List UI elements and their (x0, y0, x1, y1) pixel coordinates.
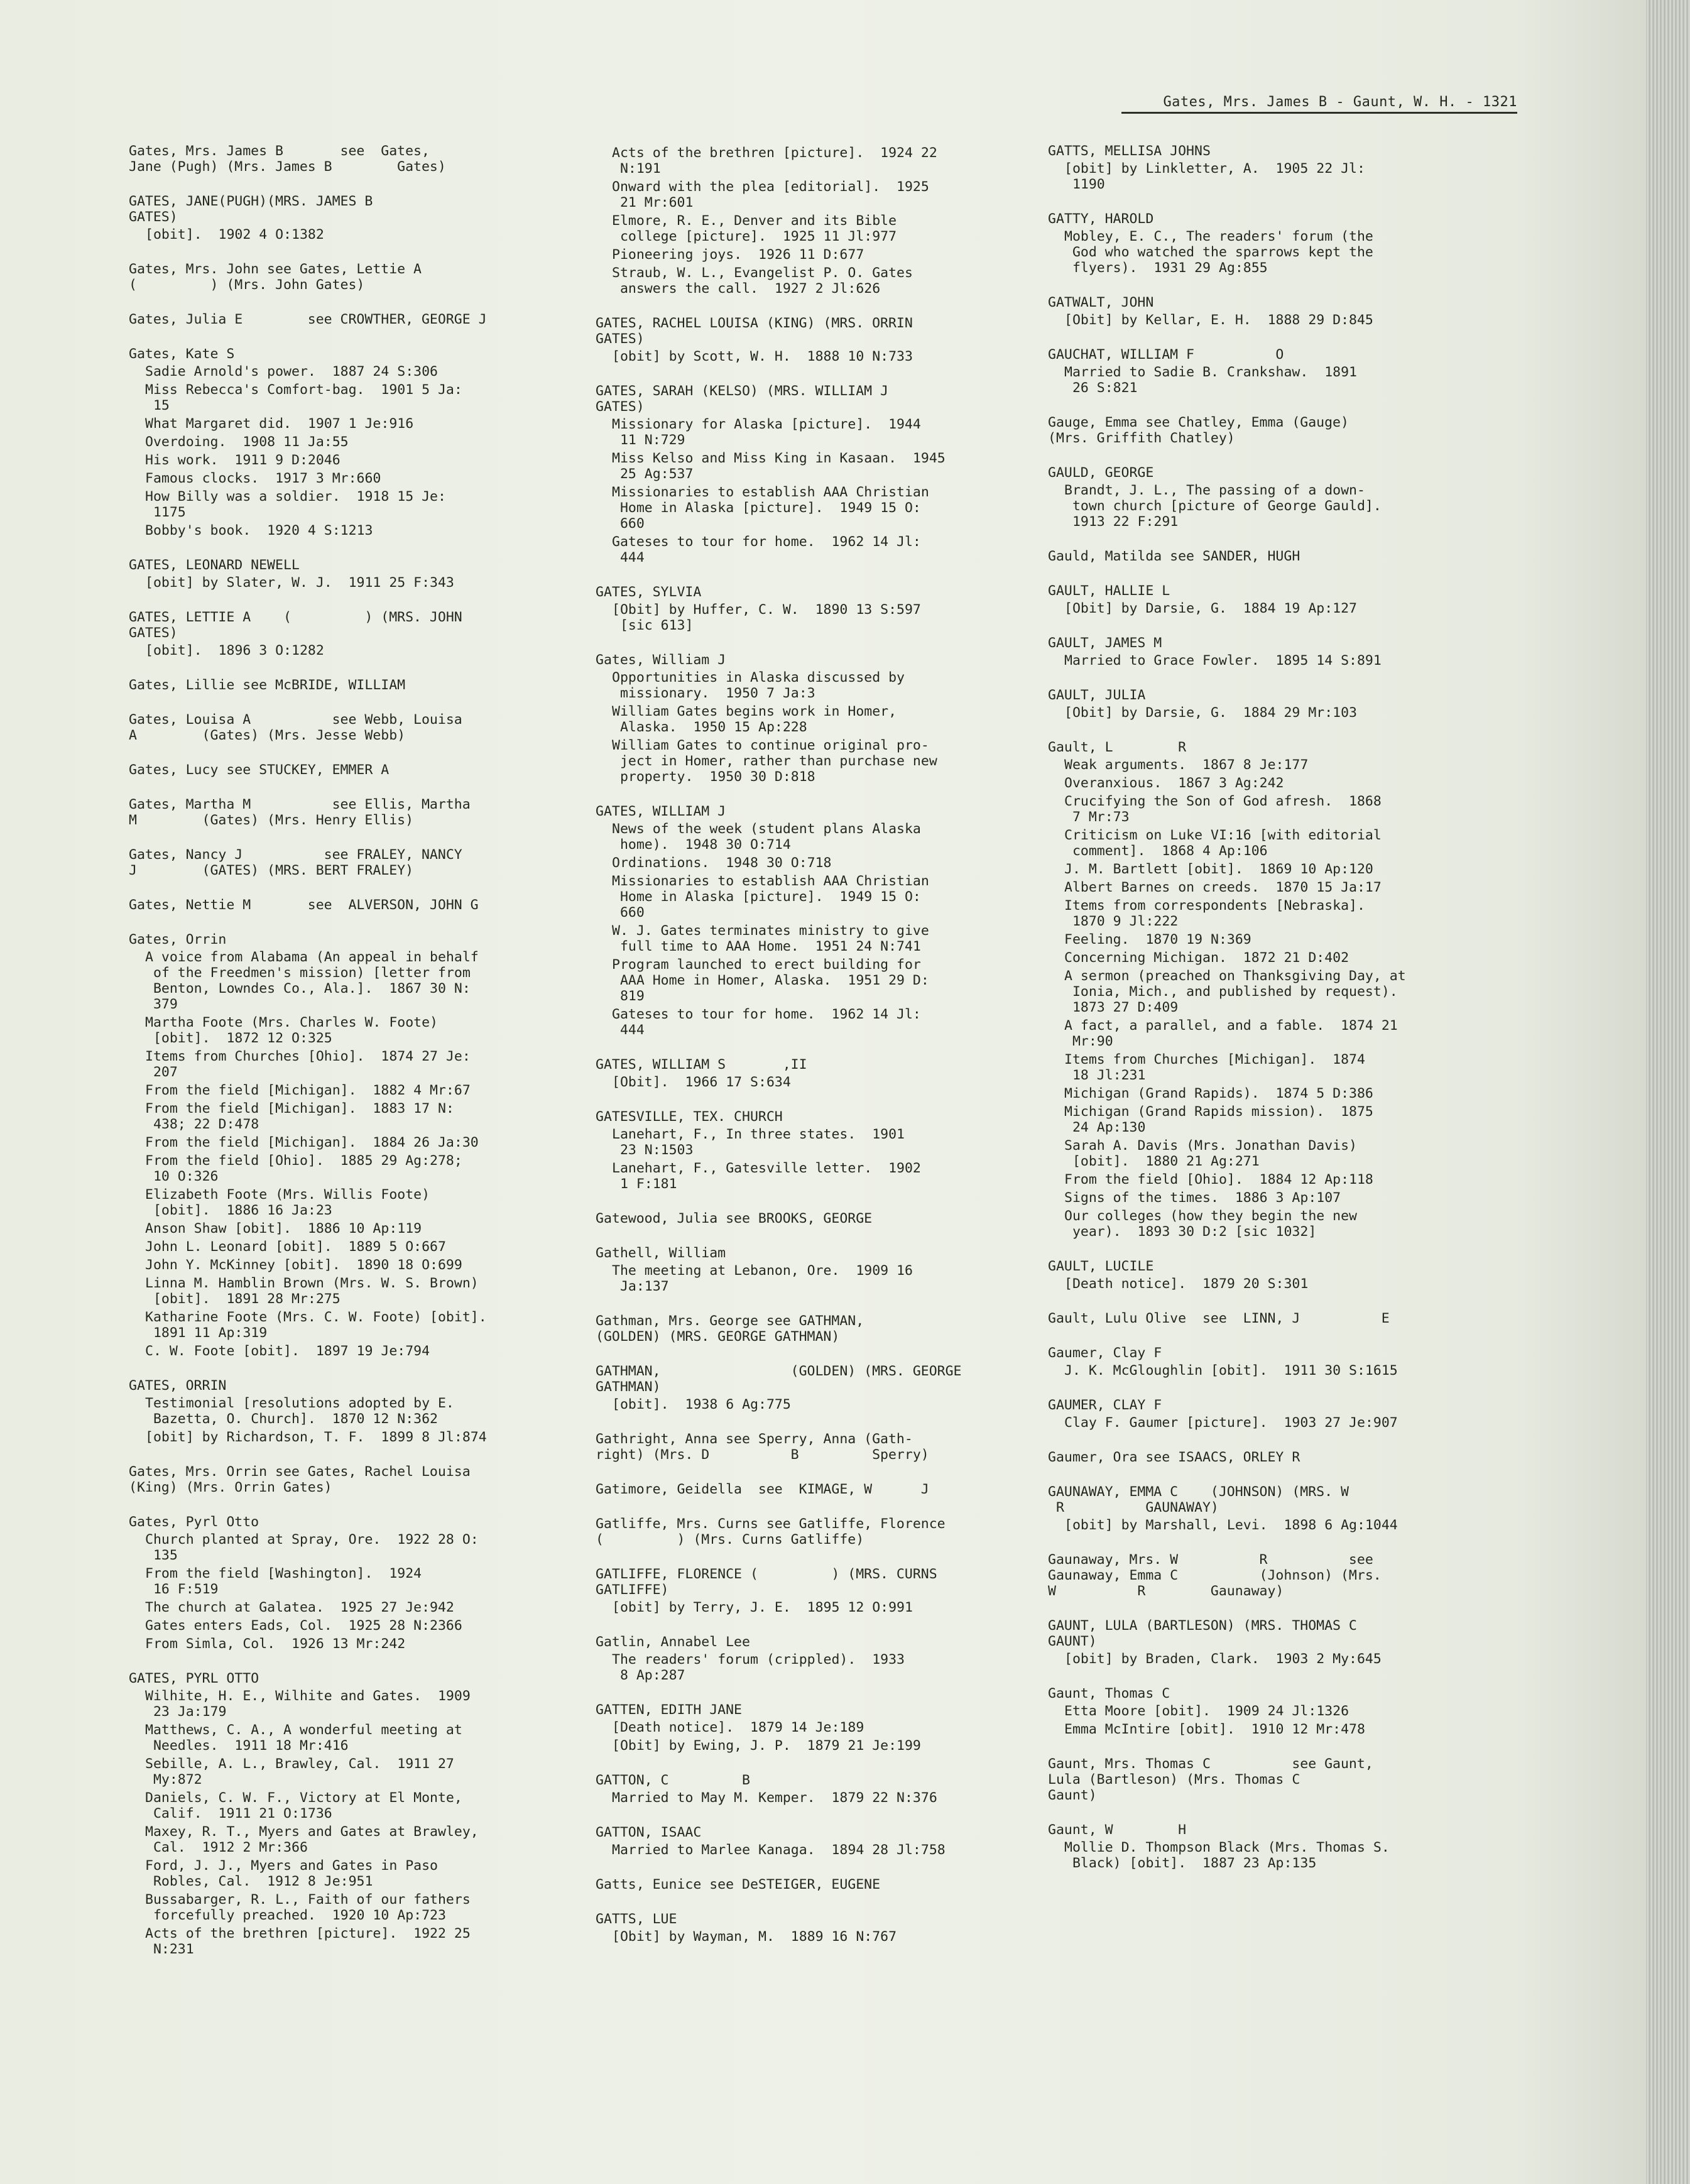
citation: Weak arguments. 1867 8 Je:177 (1064, 757, 1309, 773)
index-entry (129, 1378, 569, 1445)
entry-heading: Gathell, William (596, 1245, 726, 1261)
index-entry (596, 804, 1035, 1038)
citation: Items from Churches [Ohio]. 1874 27 Je: 207 (145, 1049, 471, 1080)
index-entry (129, 932, 569, 1359)
entry-heading: Gates, Mrs. Orrin see Gates, Rachel Louisa (King) (Mrs. Orrin Gates) (129, 1464, 471, 1495)
entry-heading: GAULT, JAMES M (1048, 635, 1162, 651)
entry-heading: GATES, JANE(PUGH)(MRS. JAMES B GATES) (129, 194, 373, 225)
citation: [obit] by Linkletter, A. 1905 22 Jl: 1190 (1064, 161, 1365, 192)
index-entry (129, 143, 569, 175)
entry-heading: GATES, SYLVIA (596, 584, 702, 600)
citation: Sarah A. Davis (Mrs. Jonathan Davis) [obit]. 1880 21 Ag:271 (1064, 1138, 1357, 1169)
citation: [Obit] by Huffer, C. W. 1890 13 S:597 [sic 613] (612, 602, 921, 633)
citation: Our colleges (how they begin the new year). 1893 30 D:2 [sic 1032] (1064, 1208, 1357, 1240)
citation: Signs of the times. 1886 3 Ap:107 (1064, 1190, 1341, 1206)
citation: [obit] by Scott, W. H. 1888 10 N:733 (612, 349, 913, 364)
citation: Program launched to erect building for AAA Home in Homer, Alaska. 1951 29 D: 819 (612, 957, 929, 1004)
page-header: Gates, Mrs. James B - Gaunt, W. H. - 1321 (1121, 94, 1517, 114)
citation: [obit] by Terry, J. E. 1895 12 O:991 (612, 1600, 913, 1615)
entry-heading: Gates, Nettie M see ALVERSON, JOHN G (129, 897, 479, 913)
citation: Overdoing. 1908 11 Ja:55 (145, 434, 349, 450)
index-entry (1048, 1686, 1500, 1737)
index-entry (1048, 1822, 1500, 1871)
citation: Feeling. 1870 19 N:369 (1064, 932, 1251, 947)
citation: Sebille, A. L., Brawley, Cal. 1911 27 My:872 (145, 1756, 454, 1788)
index-entry (129, 557, 569, 591)
citation: W. J. Gates terminates ministry to give full time to AAA Home. 1951 24 N:741 (612, 923, 929, 954)
index-entry (596, 584, 1035, 633)
index-entry (129, 346, 569, 538)
entry-heading: GATESVILLE, TEX. CHURCH (596, 1109, 783, 1125)
entry-heading: GATLIFFE, FLORENCE ( ) (MRS. CURNS GATLIFFE) (596, 1566, 937, 1598)
column-1 (129, 143, 569, 1976)
citation: [obit] by Richardson, T. F. 1899 8 Jl:874 (145, 1429, 487, 1445)
entry-heading: GAUNAWAY, EMMA C (JOHNSON) (MRS. W R GAUNAWAY) (1048, 1484, 1349, 1515)
citation: Concerning Michigan. 1872 21 D:402 (1064, 950, 1349, 966)
entry-heading: Gathman, Mrs. George see GATHMAN, (GOLDEN) (MRS. GEORGE GATHMAN) (596, 1313, 864, 1345)
citation: Crucifying the Son of God afresh. 1868 7 Mr:73 (1064, 794, 1382, 825)
entry-heading: GATHMAN, (GOLDEN) (MRS. GEORGE GATHMAN) (596, 1363, 962, 1395)
citation: Elmore, R. E., Denver and its Bible college [picture]. 1925 11 Jl:977 (612, 213, 897, 244)
entry-heading: Gaunt, W H (1048, 1822, 1187, 1838)
entry-heading: GAULT, HALLIE L (1048, 583, 1170, 599)
entry-heading: Gaunt, Thomas C (1048, 1686, 1170, 1701)
index-entry (596, 1566, 1035, 1615)
citation: From the field [Michigan]. 1882 4 Mr:67 (145, 1083, 471, 1098)
citation: Albert Barnes on creeds. 1870 15 Ja:17 (1064, 880, 1382, 895)
citation: Mobley, E. C., The readers' forum (the God who watched the sparrows kept the flyers). 1931 29 Ag:855 (1064, 229, 1373, 276)
index-entry (596, 1057, 1035, 1090)
citation: Testimonial [resolutions adopted by E. Bazetta, O. Church]. 1870 12 N:362 (145, 1395, 454, 1427)
entry-heading: Gates, Pyrl Otto (129, 1514, 259, 1530)
citation: From the field [Ohio]. 1884 12 Ap:118 (1064, 1172, 1373, 1188)
entry-heading: GATTS, LUE (596, 1911, 677, 1927)
entry-heading: GATES, SARAH (KELSO) (MRS. WILLIAM J GATES) (596, 383, 888, 415)
citation: Emma McIntire [obit]. 1910 12 Mr:478 (1064, 1722, 1365, 1737)
index-entry (596, 1516, 1035, 1548)
index-entry (1048, 687, 1500, 721)
entry-heading: Gaunt, Mrs. Thomas C see Gaunt, Lula (Bartleson) (Mrs. Thomas C Gaunt) (1048, 1756, 1373, 1803)
citation: John L. Leonard [obit]. 1889 5 O:667 (145, 1239, 446, 1255)
citation: From the field [Michigan]. 1884 26 Ja:30 (145, 1135, 479, 1150)
citation: William Gates to continue original pro- ject in Homer, rather than purchase new property. 1950 30 D:818 (612, 738, 937, 785)
entry-heading: Gaumer, Clay F (1048, 1345, 1162, 1361)
entry-heading: GATES, LEONARD NEWELL (129, 557, 300, 573)
entry-heading: GATTS, MELLISA JOHNS (1048, 143, 1211, 159)
citation: Gates enters Eads, Col. 1925 28 N:2366 (145, 1618, 462, 1634)
index-entry (129, 797, 569, 828)
citation: Mollie D. Thompson Black (Mrs. Thomas S. Black) [obit]. 1887 23 Ap:135 (1064, 1840, 1390, 1871)
entry-heading: Gates, Orrin (129, 932, 227, 947)
entry-heading: Gatliffe, Mrs. Curns see Gatliffe, Florence ( ) (Mrs. Curns Gatliffe) (596, 1516, 946, 1548)
citation: Items from Churches [Michigan]. 1874 18 Jl:231 (1064, 1052, 1365, 1083)
index-entry (1048, 211, 1500, 276)
index-entry (596, 1363, 1035, 1412)
index-entry (1048, 1756, 1500, 1803)
index-entry (596, 1911, 1035, 1945)
citation: Acts of the brethren [picture]. 1924 22 N:191 (612, 145, 937, 177)
citation: Ordinations. 1948 30 O:718 (612, 855, 832, 871)
index-entry (129, 677, 569, 693)
entry-heading: Gaunaway, Mrs. W R see Gaunaway, Emma C (Johnson) (Mrs. W R Gaunaway) (1048, 1552, 1382, 1599)
citation: Brandt, J. L., The passing of a down- town church [picture of George Gauld]. 1913 22 F:291 (1064, 483, 1382, 530)
index-entry (596, 652, 1035, 785)
citation: The readers' forum (crippled). 1933 8 Ap:287 (612, 1652, 905, 1683)
column-3 (1048, 143, 1500, 1890)
entry-heading: GATTEN, EDITH JANE (596, 1702, 742, 1718)
citation: Items from correspondents [Nebraska]. 1870 9 Jl:222 (1064, 898, 1365, 929)
index-entry (129, 609, 569, 658)
citation: Married to Sadie B. Crankshaw. 1891 26 S:821 (1064, 364, 1357, 396)
index-entry (596, 145, 1035, 297)
citation: From the field [Washington]. 1924 16 F:519 (145, 1566, 422, 1597)
citation: J. M. Bartlett [obit]. 1869 10 Ap:120 (1064, 861, 1373, 877)
citation: Miss Kelso and Miss King in Kasaan. 1945 25 Ag:537 (612, 450, 946, 482)
entry-heading: GATTON, ISAAC (596, 1825, 702, 1840)
index-entry (1048, 295, 1500, 328)
citation: Church planted at Spray, Ore. 1922 28 O: 135 (145, 1532, 479, 1563)
index-entry (596, 1825, 1035, 1858)
entry-heading: Gatlin, Annabel Lee (596, 1634, 750, 1650)
citation: Elizabeth Foote (Mrs. Willis Foote) [obit]. 1886 16 Ja:23 (145, 1187, 430, 1218)
entry-heading: GAUNT, LULA (BARTLESON) (MRS. THOMAS C GAUNT) (1048, 1618, 1357, 1649)
citation: Opportunities in Alaska discussed by missionary. 1950 7 Ja:3 (612, 670, 905, 701)
entry-heading: GAULT, JULIA (1048, 687, 1146, 703)
citation: Martha Foote (Mrs. Charles W. Foote) [obit]. 1872 12 O:325 (145, 1015, 438, 1046)
index-entry (596, 1245, 1035, 1294)
citation: Onward with the plea [editorial]. 1925 21 Mr:601 (612, 179, 929, 210)
citation: Sadie Arnold's power. 1887 24 S:306 (145, 364, 438, 379)
citation: [Obit] by Wayman, M. 1889 16 N:767 (612, 1929, 897, 1945)
index-entry (1048, 740, 1500, 1240)
citation: C. W. Foote [obit]. 1897 19 Je:794 (145, 1343, 430, 1359)
entry-heading: Gatimore, Geidella see KIMAGE, W J (596, 1482, 929, 1497)
index-entry (596, 1211, 1035, 1226)
index-entry (596, 1877, 1035, 1892)
index-entry (596, 1772, 1035, 1806)
citation: A voice from Alabama (An appeal in behalf of the Freedmen's mission) [letter from Benton, Lowndes Co., Ala.]. 1867 30 N: 379 (145, 949, 479, 1012)
index-entry (1048, 1345, 1500, 1379)
index-entry (596, 1431, 1035, 1463)
entry-heading: Gates, Mrs. John see Gates, Lettie A ( ) (Mrs. John Gates) (129, 261, 422, 293)
index-entry (1048, 1259, 1500, 1292)
index-entry (1048, 347, 1500, 396)
index-entry (129, 897, 569, 913)
entry-heading: GATES, PYRL OTTO (129, 1671, 259, 1686)
index-entry (1048, 1397, 1500, 1431)
citation: From the field [Ohio]. 1885 29 Ag:278; 10 O:326 (145, 1153, 462, 1184)
citation: Missionaries to establish AAA Christian Home in Alaska [picture]. 1949 15 O: 660 (612, 873, 929, 920)
citation: [obit] by Marshall, Levi. 1898 6 Ag:1044 (1064, 1517, 1398, 1533)
entry-heading: Gaumer, Ora see ISAACS, ORLEY R (1048, 1450, 1300, 1465)
citation: [Obit] by Ewing, J. P. 1879 21 Je:199 (612, 1738, 921, 1754)
entry-heading: Gates, William J (596, 652, 726, 668)
column-2 (596, 143, 1035, 1963)
citation: [Obit]. 1966 17 S:634 (612, 1074, 791, 1090)
entry-heading: Gates, Julia E see CROWTHER, GEORGE J (129, 312, 487, 327)
entry-heading: GATES, ORRIN (129, 1378, 227, 1394)
index-entry (1048, 583, 1500, 616)
index-entry (129, 1671, 569, 1957)
citation: [obit] by Braden, Clark. 1903 2 My:645 (1064, 1651, 1382, 1667)
citation: J. K. McGloughlin [obit]. 1911 30 S:1615 (1064, 1363, 1398, 1379)
page-edge (1646, 0, 1690, 2184)
index-entry (596, 1702, 1035, 1754)
index-entry (1048, 465, 1500, 530)
entry-heading: Gatewood, Julia see BROOKS, GEORGE (596, 1211, 873, 1226)
entry-heading: GAULD, GEORGE (1048, 465, 1154, 481)
citation: Maxey, R. T., Myers and Gates at Brawley, Cal. 1912 2 Mr:366 (145, 1824, 479, 1855)
citation: William Gates begins work in Homer, Alaska. 1950 15 Ap:228 (612, 704, 897, 735)
entry-heading: GATTY, HAROLD (1048, 211, 1154, 227)
citation: From the field [Michigan]. 1883 17 N: 438; 22 D:478 (145, 1101, 454, 1132)
citation: Missionaries to establish AAA Christian Home in Alaska [picture]. 1949 15 O: 660 (612, 484, 929, 532)
citation: Matthews, C. A., A wonderful meeting at Needles. 1911 18 Mr:416 (145, 1722, 462, 1754)
citation: Katharine Foote (Mrs. C. W. Foote) [obit]. 1891 11 Ap:319 (145, 1309, 487, 1341)
index-entry (1048, 1552, 1500, 1599)
index-entry (1048, 143, 1500, 192)
citation: Miss Rebecca's Comfort-bag. 1901 5 Ja: 15 (145, 382, 462, 413)
citation: Famous clocks. 1917 3 Mr:660 (145, 471, 381, 486)
entry-heading: Gates, Lillie see McBRIDE, WILLIAM (129, 677, 406, 693)
index-entry (596, 1109, 1035, 1192)
entry-heading: Gates, Martha M see Ellis, Martha M (Gates) (Mrs. Henry Ellis) (129, 797, 471, 828)
citation: A sermon (preached on Thanksgiving Day, at Ionia, Mich., and published by request). 1873 27 D:409 (1064, 968, 1406, 1015)
index-entry (129, 1464, 569, 1495)
citation: Anson Shaw [obit]. 1886 10 Ap:119 (145, 1221, 422, 1237)
entry-heading: Gault, Lulu Olive see LINN, J E (1048, 1311, 1390, 1326)
entry-heading: GATES, LETTIE A ( ) (MRS. JOHN GATES) (129, 609, 462, 641)
citation: Married to Grace Fowler. 1895 14 S:891 (1064, 653, 1382, 669)
index-entry (129, 1514, 569, 1652)
citation: The meeting at Lebanon, Ore. 1909 16 Ja:137 (612, 1263, 913, 1294)
index-entry (1048, 1618, 1500, 1667)
citation: Daniels, C. W. F., Victory at El Monte, Calif. 1911 21 O:1736 (145, 1790, 462, 1821)
citation: The church at Galatea. 1925 27 Je:942 (145, 1600, 454, 1615)
citation: [obit] by Slater, W. J. 1911 25 F:343 (145, 575, 454, 591)
citation: Michigan (Grand Rapids mission). 1875 24 Ap:130 (1064, 1104, 1373, 1135)
entry-heading: Gathright, Anna see Sperry, Anna (Gath- right) (Mrs. D B Sperry) (596, 1431, 929, 1463)
index-entry (596, 383, 1035, 565)
citation: Bussabarger, R. L., Faith of our fathers forcefully preached. 1920 10 Ap:723 (145, 1892, 471, 1923)
citation: News of the week (student plans Alaska home). 1948 30 O:714 (612, 821, 921, 853)
entry-heading: Gates, Mrs. James B see Gates, Jane (Pugh) (Mrs. James B Gates) (129, 143, 446, 175)
index-entry (129, 762, 569, 778)
citation: Etta Moore [obit]. 1909 24 Jl:1326 (1064, 1703, 1349, 1719)
entry-heading: Gauld, Matilda see SANDER, HUGH (1048, 549, 1300, 564)
citation: What Margaret did. 1907 1 Je:916 (145, 416, 414, 432)
index-entry (596, 1634, 1035, 1683)
index-entry (1048, 635, 1500, 669)
index-entry (1048, 1484, 1500, 1533)
citation: His work. 1911 9 D:2046 (145, 452, 341, 468)
entry-heading: GAULT, LUCILE (1048, 1259, 1154, 1274)
entry-heading: Gauge, Emma see Chatley, Emma (Gauge) (Mrs. Griffith Chatley) (1048, 415, 1349, 446)
citation: John Y. McKinney [obit]. 1890 18 O:699 (145, 1257, 462, 1273)
index-entry (596, 315, 1035, 364)
citation: Gateses to tour for home. 1962 14 Jl: 444 (612, 534, 921, 565)
citation: [Death notice]. 1879 20 S:301 (1064, 1276, 1309, 1292)
citation: Straub, W. L., Evangelist P. O. Gates answers the call. 1927 2 Jl:626 (612, 265, 913, 297)
citation: [Death notice]. 1879 14 Je:189 (612, 1720, 864, 1735)
index-entry (1048, 1311, 1500, 1326)
citation: [obit]. 1938 6 Ag:775 (612, 1397, 791, 1412)
index-entry (596, 1482, 1035, 1497)
index-entry (1048, 549, 1500, 564)
entry-heading: Gates, Lucy see STUCKEY, EMMER A (129, 762, 390, 778)
entry-heading: GAUMER, CLAY F (1048, 1397, 1162, 1413)
citation: [Obit] by Darsie, G. 1884 19 Ap:127 (1064, 601, 1357, 616)
entry-heading: Gates, Nancy J see FRALEY, NANCY J (GATES) (MRS. BERT FRALEY) (129, 847, 462, 878)
index-entry (129, 847, 569, 878)
citation: [obit]. 1896 3 O:1282 (145, 643, 324, 658)
citation: Gateses to tour for home. 1962 14 Jl: 444 (612, 1007, 921, 1038)
citation: Lanehart, F., Gatesville letter. 1902 1 F:181 (612, 1160, 921, 1192)
entry-heading: GATES, WILLIAM J (596, 804, 726, 819)
entry-heading: Gates, Louisa A see Webb, Louisa A (Gates) (Mrs. Jesse Webb) (129, 712, 462, 743)
citation: Married to Marlee Kanaga. 1894 28 Jl:758 (612, 1842, 946, 1858)
citation: Pioneering joys. 1926 11 D:677 (612, 247, 864, 263)
citation: [Obit] by Darsie, G. 1884 29 Mr:103 (1064, 705, 1357, 721)
citation: Bobby's book. 1920 4 S:1213 (145, 523, 373, 538)
index-entry (1048, 1450, 1500, 1465)
index-entry (129, 712, 569, 743)
entry-heading: Gates, Kate S (129, 346, 235, 362)
citation: Clay F. Gaumer [picture]. 1903 27 Je:907 (1064, 1415, 1398, 1431)
citation: Acts of the brethren [picture]. 1922 25 N:231 (145, 1926, 471, 1957)
citation: Lanehart, F., In three states. 1901 23 N:1503 (612, 1127, 905, 1158)
entry-heading: GATWALT, JOHN (1048, 295, 1154, 310)
entry-heading: Gault, L R (1048, 740, 1187, 755)
citation: Linna M. Hamblin Brown (Mrs. W. S. Brown) [obit]. 1891 28 Mr:275 (145, 1275, 479, 1307)
index-entry (596, 1313, 1035, 1345)
citation: Overanxious. 1867 3 Ag:242 (1064, 775, 1284, 791)
entry-heading: GATES, RACHEL LOUISA (KING) (MRS. ORRIN GATES) (596, 315, 913, 347)
citation: [obit]. 1902 4 O:1382 (145, 227, 324, 243)
citation: From Simla, Col. 1926 13 Mr:242 (145, 1636, 406, 1652)
citation: How Billy was a soldier. 1918 15 Je: 1175 (145, 489, 446, 520)
entry-heading: GAUCHAT, WILLIAM F O (1048, 347, 1284, 363)
index-entry (129, 194, 569, 243)
citation: Michigan (Grand Rapids). 1874 5 D:386 (1064, 1086, 1373, 1101)
entry-heading: GATES, WILLIAM S ,II (596, 1057, 807, 1073)
citation: Ford, J. J., Myers and Gates in Paso Robles, Cal. 1912 8 Je:951 (145, 1858, 438, 1889)
citation: Missionary for Alaska [picture]. 1944 11 N:729 (612, 417, 921, 448)
citation: Married to May M. Kemper. 1879 22 N:376 (612, 1790, 937, 1806)
citation: Wilhite, H. E., Wilhite and Gates. 1909 23 Ja:179 (145, 1688, 471, 1720)
index-entry (129, 312, 569, 327)
citation: Criticism on Luke VI:16 [with editorial comment]. 1868 4 Ap:106 (1064, 827, 1382, 859)
index-entry (1048, 415, 1500, 446)
entry-heading: GATTON, C B (596, 1772, 750, 1788)
citation: A fact, a parallel, and a fable. 1874 21 Mr:90 (1064, 1018, 1398, 1049)
entry-heading: Gatts, Eunice see DeSTEIGER, EUGENE (596, 1877, 881, 1892)
index-entry (129, 261, 569, 293)
citation: [Obit] by Kellar, E. H. 1888 29 D:845 (1064, 312, 1373, 328)
